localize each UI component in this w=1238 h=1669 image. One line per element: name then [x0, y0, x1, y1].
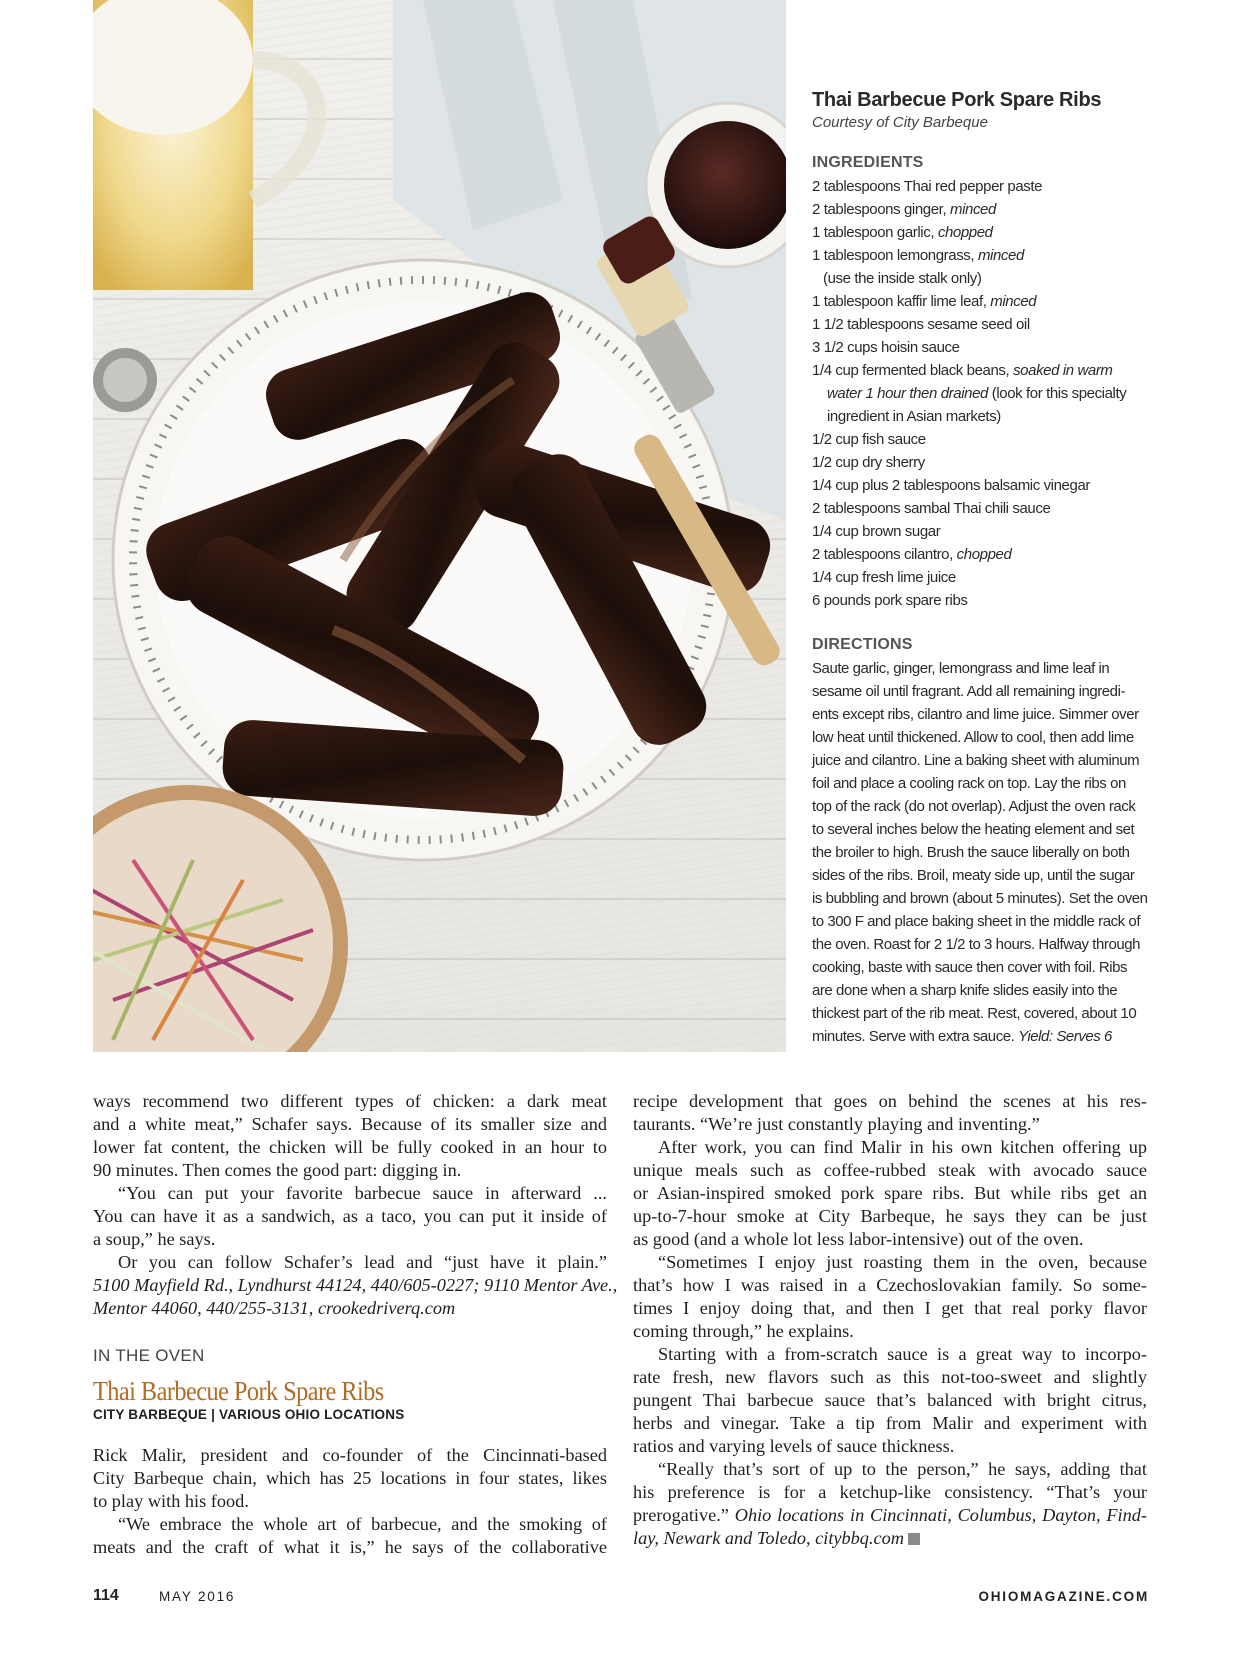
ingredient-item: 2 tablespoons Thai red pepper paste [812, 178, 1043, 195]
paragraph: “Really that’s sort of up to the person,” he says, adding that his preference is for a ketchup-like consistency. “That’s your prerogative.” Ohio locations in Cincinnati, Columbus, Dayton, Find- lay, Newark and Toledo, citybbq.com [633, 1459, 1147, 1548]
ingredient-item: 2 tablespoons cilantro, chopped [812, 546, 1012, 563]
section-byline: CITY BARBEQUE | VARIOUS OHIO LOCATIONS [93, 1407, 405, 1422]
recipe-sidebar [812, 88, 1162, 1048]
ingredient-item: 1/4 cup brown sugar [812, 523, 941, 540]
ingredient-item: 1/4 cup fermented black beans, soaked in warm [812, 362, 1113, 379]
paragraph: “Sometimes I enjoy just roasting them in the oven, because that’s how I was raised in a Czechoslovakian family. So some- times I enjoy doing that, and then I get that real porky flavor coming through,” he explains. [633, 1252, 1147, 1341]
venue-info: lay, Newark and Toledo, citybbq.com [633, 1528, 904, 1548]
ingredient-item: ingredient in Asian markets) [827, 408, 1001, 425]
end-of-article-mark [908, 1533, 920, 1545]
article-column-left [93, 1090, 618, 1559]
paragraph: Or you can follow Schafer’s lead and “just have it plain.” 5100 Mayfield Rd., Lyndhurst 44124, 440/605-0227; 9110 Mentor Ave., Mentor 44060, 440/255-3131, crookedriverq.com [93, 1252, 618, 1318]
venue-info: Mentor 44060, 440/255-3131, crookedriverq.com [93, 1298, 456, 1318]
ingredients-heading: INGREDIENTS [812, 154, 924, 171]
ingredient-item: 6 pounds pork spare ribs [812, 592, 968, 609]
bottle-cap [93, 348, 157, 412]
paragraph: Starting with a from-scratch sauce is a great way to incorpo- rate fresh, new flavors such as this not-too-sweet and slightly pungent Thai barbecue sauce that’s balanced with bright citrus, herbs and vinegar. Take a tip from Malir and experiment with ratios and varying levels of sauce thickness. [633, 1344, 1147, 1456]
paragraph: “You can put your favorite barbecue sauce in afterward ... You can have it as a sandwich, as a taco, you can put it inside of a soup,” he says. [93, 1183, 607, 1249]
ingredient-item: 1 tablespoon garlic, chopped [812, 224, 993, 241]
page-number: 114 [93, 1587, 119, 1604]
recipe-credit: Courtesy of City Barbeque [812, 114, 988, 131]
ingredients-list [812, 175, 1162, 612]
recipe-yield: Yield: Serves 6 [1018, 1028, 1112, 1045]
ingredient-item: 1/2 cup fish sauce [812, 431, 926, 448]
section-title: Thai Barbecue Pork Spare Ribs [93, 1376, 384, 1406]
ingredient-item: 3 1/2 cups hoisin sauce [812, 339, 960, 356]
ingredient-item: 2 tablespoons ginger, minced [812, 201, 996, 218]
paragraph: After work, you can find Malir in his own kitchen offering up unique meals such as coffee-rubbed steak with avocado sauce or Asian-inspired smoked pork spare ribs. But while ribs get an up-to-7-hour smoke at City Barbeque, he says they can be just as good (and a whole lot less labor-intensive) out of the oven. [633, 1137, 1147, 1249]
ingredient-item: 1 1/2 tablespoons sesame seed oil [812, 316, 1030, 333]
recipe-title: Thai Barbecue Pork Spare Ribs [812, 89, 1102, 111]
directions-text: Saute garlic, ginger, lemongrass and lime leaf in sesame oil until fragrant. Add all remaining ingredi- ents except ribs, cilantro and lime juice. Simmer over low heat until thickened. Allow to cool, then add lime juice and cilantro. Line a baking sheet with aluminum foil and place a cooling rack on top. Lay the ribs on top of the rack (do not overlap). Adjust the oven rack to several inches below the heating element and set the broiler to high. Brush the sauce liberally on both sides of the ribs. Broil, meaty side up, until the sugar is bubbling and brown (about 5 minutes). Set the oven to 300 F and place baking sheet in the middle rack of the oven. Roast for 2 1/2 to 3 hours. Halfway through cooking, baste with sauce then cover with foil. Ribs are done when a sharp knife slides easily into the thickest part of the rib meat. Rest, covered, about 10 minutes. Serve with extra sauce. Yield: Serves 6 [812, 660, 1148, 1045]
ingredient-item: 1/4 cup fresh lime juice [812, 569, 956, 586]
ingredient-item: water 1 hour then drained (look for this specialty [827, 385, 1127, 402]
ingredient-item: 1 tablespoon kaffir lime leaf, minced [812, 293, 1037, 310]
ingredient-item: 1/2 cup dry sherry [812, 454, 925, 471]
ingredient-item: 1 tablespoon lemongrass, minced [812, 247, 1024, 264]
venue-info: Ohio locations in Cincinnati, Columbus, Dayton, Find- [734, 1505, 1147, 1525]
paragraph: Rick Malir, president and co-founder of the Cincinnati-based City Barbeque chain, which has 25 locations in four states, likes to play with his food. [93, 1445, 607, 1511]
article-column-right [633, 1090, 1147, 1550]
ingredient-item: 2 tablespoons sambal Thai chili sauce [812, 500, 1051, 517]
section-kicker: IN THE OVEN [93, 1346, 205, 1365]
site-url: OHIOMAGAZINE.COM [978, 1589, 1149, 1604]
paragraph: ways recommend two different types of chicken: a dark meat and a white meat,” Schafer says. Because of its smaller size and lower fat content, the chicken will be fully cooked in an hour to 90 minutes. Then comes the good part: digging in. [93, 1091, 607, 1180]
ingredient-item: (use the inside stalk only) [823, 270, 982, 287]
issue-date: MAY 2016 [159, 1589, 236, 1604]
directions-heading: DIRECTIONS [812, 636, 913, 653]
beer-glass [93, 0, 317, 290]
page-footer [93, 1587, 1149, 1609]
paragraph: recipe development that goes on behind the scenes at his res- taurants. “We’re just constantly playing and inventing.” [633, 1091, 1147, 1134]
ribs-platter-illustration [93, 0, 786, 1052]
venue-info: 5100 Mayfield Rd., Lyndhurst 44124, 440/605-0227; 9110 Mentor Ave., [93, 1275, 618, 1295]
food-photo [93, 0, 786, 1052]
ingredient-item: 1/4 cup plus 2 tablespoons balsamic vinegar [812, 477, 1090, 494]
paragraph: “We embrace the whole art of barbecue, and the smoking of meats and the craft of what it is,” he says of the collaborative [93, 1514, 607, 1557]
